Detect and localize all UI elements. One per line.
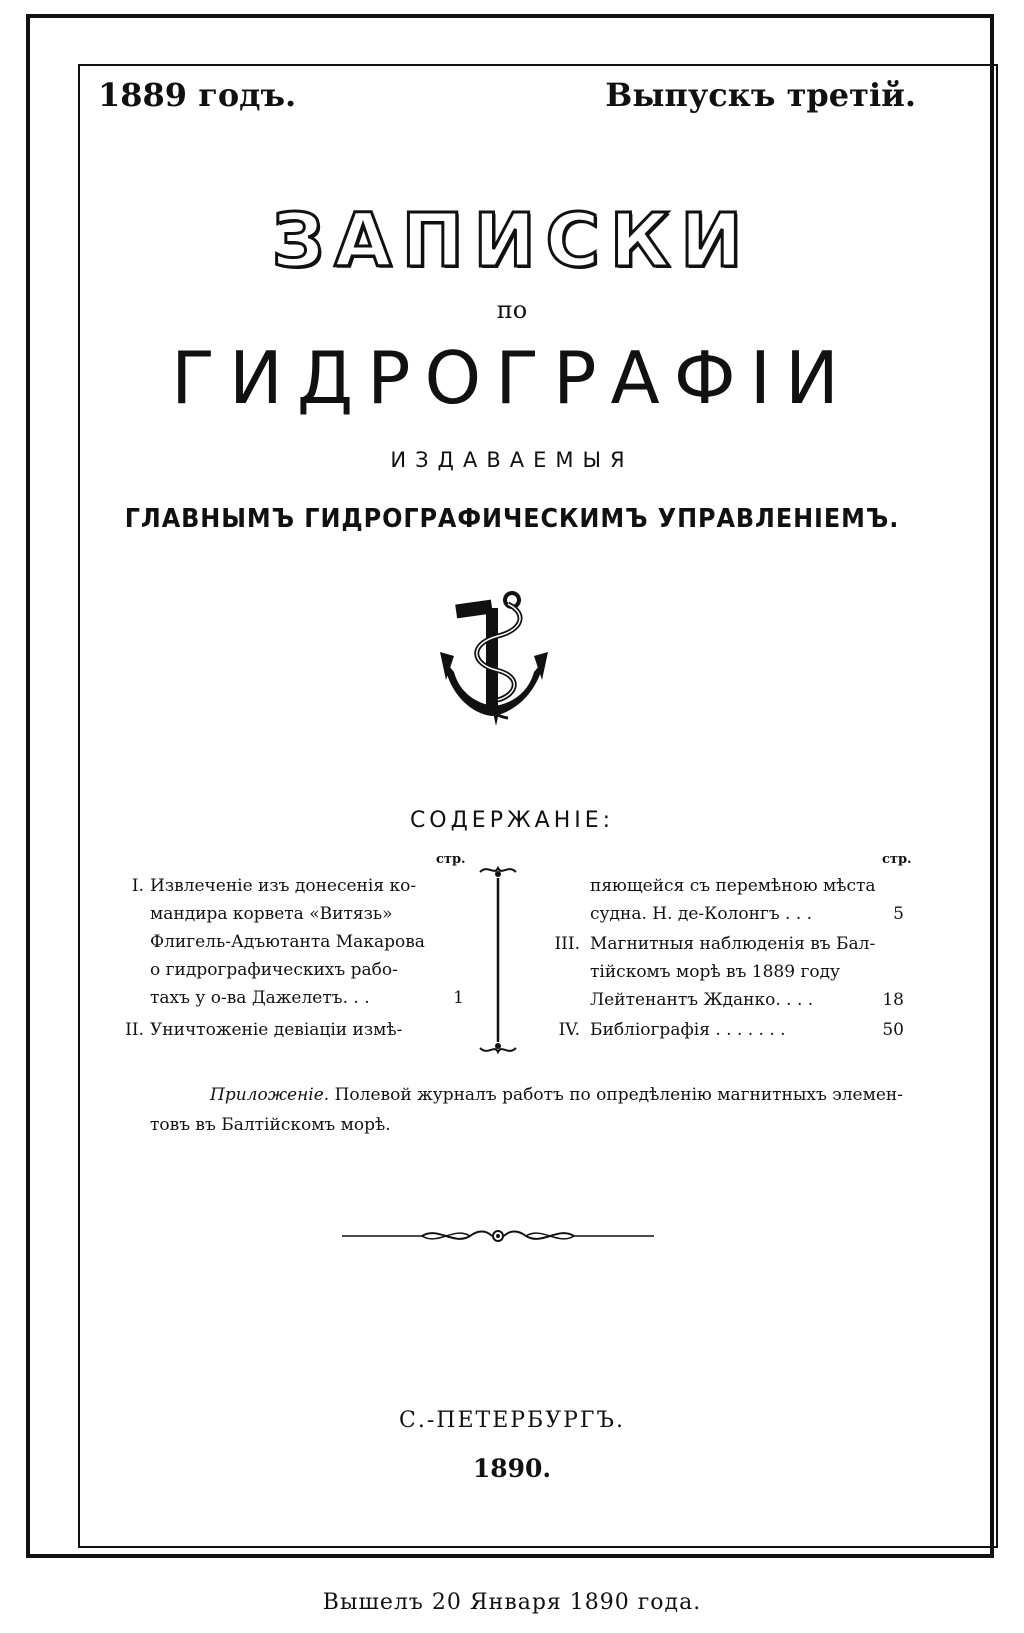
toc-right-3-numeral: IV. [558, 1020, 580, 1040]
toc-right-2-line-2: тійскомъ морѣ въ 1889 году [590, 962, 841, 982]
toc-right-2-line-3: Лейтенантъ Жданко. . . . [590, 990, 814, 1010]
toc-left-1-numeral: I. [131, 876, 144, 896]
header-issue: Выпускъ третій. [605, 76, 916, 114]
title-po: по [496, 296, 528, 324]
appendix-label: Приложеніе. [210, 1085, 330, 1105]
toc-left-2-line-1: Уничтоженіе девіаціи измѣ- [150, 1020, 403, 1040]
toc-left-1-line-5: тахъ у о-ва Дажелетъ. . . [150, 988, 370, 1008]
header-year: 1889 годъ. [98, 76, 297, 114]
contents-heading: СОДЕРЖАНІЕ: [409, 808, 615, 833]
toc-left-2-numeral: II. [125, 1020, 144, 1040]
page-column-label-left: стр. [436, 852, 466, 867]
title-department: ГЛАВНЫМЪ ГИДРОГРАФИЧЕСКИМЪ УПРАВЛЕНІЕМЪ. [124, 504, 900, 534]
toc-right-2-line-1: Магнитныя наблюденія въ Бал- [590, 934, 876, 954]
appendix-text-1: Полевой журналъ работъ по опредѣленію магнитныхъ элемен- [334, 1085, 903, 1105]
appendix-line-1 [210, 1080, 903, 1110]
toc-left-1-line-4: о гидрографическихъ рабо- [150, 960, 398, 980]
column-divider-ornament-icon [476, 862, 520, 1058]
toc-right-1-line-2: судна. Н. де-Колонгъ . . . [590, 904, 813, 924]
imprint-city: С.-ПЕТЕРБУРГЪ. [399, 1408, 625, 1433]
title-hydrography: ГИДРОГРАФІИ [171, 336, 853, 420]
toc-left-1-page: 1 [453, 988, 464, 1008]
title-main: ЗАПИСКИ [271, 198, 753, 284]
toc-left-1-line-3: Флигель-Адъютанта Макарова [150, 932, 425, 952]
page-column-label-right: стр. [882, 852, 912, 867]
toc-right-2-page: 18 [882, 990, 904, 1010]
appendix-line-2: товъ въ Балтійскомъ морѣ. [150, 1115, 391, 1135]
toc-left-1-line-1: Извлеченіе изъ донесенія ко- [150, 876, 417, 896]
divider-ornament-icon [342, 1222, 654, 1250]
toc-right-1-page: 5 [893, 904, 904, 924]
toc-right-3-page: 50 [882, 1020, 904, 1040]
imprint-year: 1890. [472, 1454, 552, 1483]
toc-right-3-line-1: Библіографія . . . . . . . [590, 1020, 786, 1040]
toc-right-1-line-1: пяющейся съ перемѣною мѣста [590, 876, 876, 896]
anchor-icon [438, 590, 550, 730]
release-note: Вышелъ 20 Января 1890 года. [322, 1590, 702, 1615]
toc-right-2-numeral: III. [554, 934, 580, 954]
title-published: ИЗДАВАЕМЫЯ [390, 448, 634, 472]
toc-left-1-line-2: мандира корвета «Витязь» [150, 904, 393, 924]
inner-border [78, 64, 998, 1548]
